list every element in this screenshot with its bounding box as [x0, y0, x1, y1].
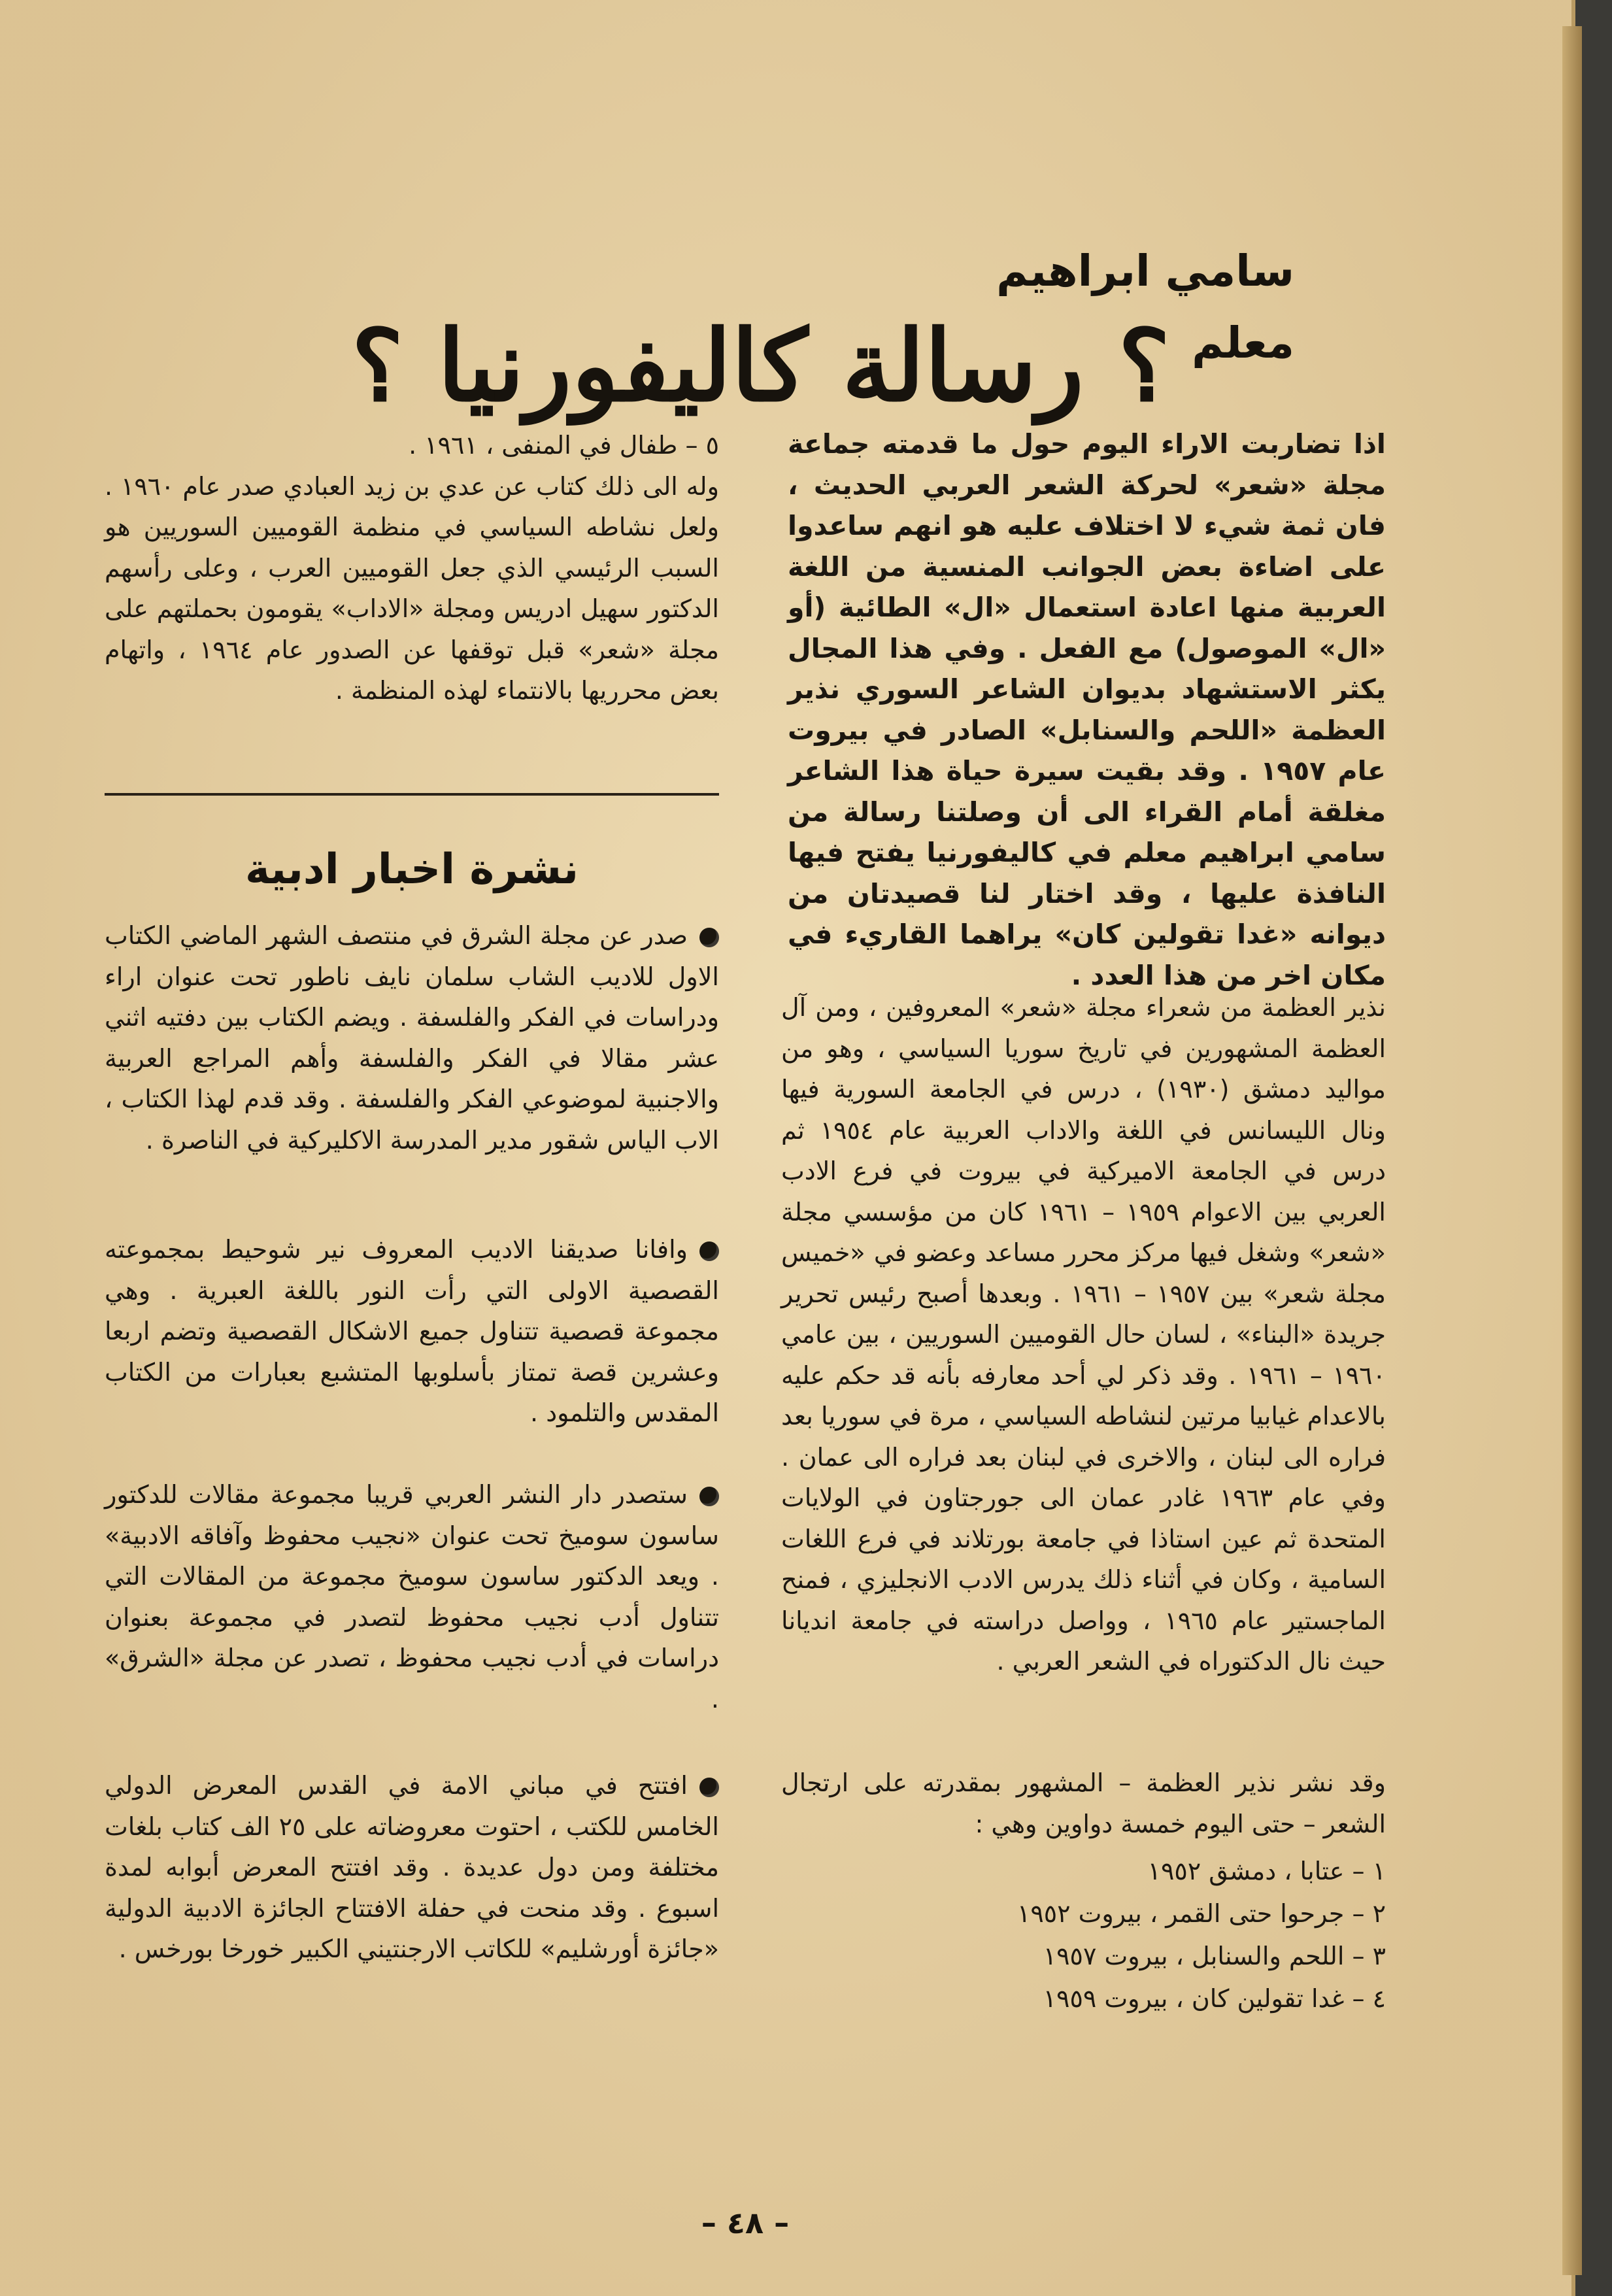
- news-text: وافانا صديقنا الاديب المعروف نير شوحيط بمجموعته القصصية الاولى التي رأت النور باللغة العبرية . وهي مجموعة قصصية تتناول جميع الاشكال القصصية وتضم اربعا وعشرين قصة تمتاز بأسلوبها المتشبع بعبارات من الكتاب المقدس والتلمود .: [105, 1235, 719, 1427]
- work-item-5: ٥ – طفال في المنفى ، ١٩٦١ .: [409, 431, 719, 460]
- article-continuation: وله الى ذلك كتاب عن عدي بن زيد العبادي صدر عام ١٩٦٠ . ولعل نشاطه السياسي في منظمة القوميين السوريين هو السبب الرئيسي الذي جعل القوميين العرب ، وعلى رأسهم الدكتور سهيل ادريس ومجلة «الاداب» يقومون بحملتهم على مجلة «شعر» قبل توقفها عن الصدور عام ١٩٦٤ ، واتهام بعض محرريها بالانتماء لهذه المنظمة .: [105, 471, 720, 705]
- news-item: [105, 1474, 719, 1736]
- page-number: – ٤٨ –: [701, 2205, 790, 2240]
- list-item: ٤ – غدا تقولين كان ، بيروت ١٩٥٩: [1043, 1984, 1386, 2013]
- works-list: [781, 1850, 1386, 2027]
- news-item: [105, 915, 719, 1223]
- works-intro: وقد نشر نذير العظمة – المشهور بمقدرته على ارتجال الشعر – حتى اليوم خمسة دواوين وهي :: [781, 1768, 1386, 1838]
- list-item: ٢ – جرحوا حتى القمر ، بيروت ١٩٥٢: [1016, 1899, 1386, 1928]
- news-item: [105, 1765, 719, 2027]
- bullet-icon: [699, 1778, 719, 1797]
- bullet-icon: [699, 928, 719, 947]
- news-text: افتتح في مباني الامة في القدس المعرض الدولي الخامس للكتب ، احتوت معروضاته على ٢٥ الف كتاب بلغات مختلفة ومن دول عديدة . وقد افتتح المعرض أبوابه لمدة اسبوع . وقد منحت في حفلة الافتتاح الجائزة الادبية الدولية «جائزة أورشليم» للكاتب الارجنتيني الكبير خورخا بورخس .: [105, 1771, 719, 1963]
- article-byline: سامي ابراهيم معلم: [996, 246, 1294, 368]
- article-intro: اذا تضاربت الاراء اليوم حول ما قدمته جماعة مجلة «شعر» لحركة الشعر العربي الحديث ، فان ثمة شيء لا اختلاف عليه هو انهم ساعدوا على اضاءة بعض الجوانب المنسية من اللغة العربية منها اعادة استعمال «ال» الطائية (أو «ال» الموصول) مع الفعل . وفي هذا المجال يكثر الاستشهاد بديوان الشاعر السوري نذير العظمة «اللحم والسنابل» الصادر في بيروت عام ١٩٥٧ . وقد بقيت سيرة حياة هذا الشاعر مغلقة أمام القراء الى أن وصلتنا رسالة من سامي ابراهيم معلم في كاليفورنيا يفتح فيها النافذة عليها ، وقد اختار لنا قصيدتان من ديوانه «غدا تقولين كان» يراهما القاريء في مكان اخر من هذا العدد .: [788, 428, 1386, 991]
- bullet-icon: [699, 1487, 719, 1506]
- page-edge: [1562, 26, 1582, 2275]
- list-item: ١ – عتابا ، دمشق ١٩٥٢: [1147, 1857, 1386, 1885]
- news-section-title: نشرة اخبار ادبية: [244, 845, 579, 894]
- news-item: [105, 1229, 719, 1438]
- news-text: ستصدر دار النشر العربي قريبا مجموعة مقالات للدكتور ساسون سوميخ تحت عنوان «نجيب محفوظ وآفاقه الادبية» . ويعد الدكتور ساسون سوميخ مجموعة من المقالات التي تتناول أدب نجيب محفوظ لتصدر في مجموعة بعنوان دراسات في أدب نجيب محفوظ ، تصدر عن مجلة «الشرق» .: [105, 1480, 719, 1714]
- list-item: ٣ – اللحم والسنابل ، بيروت ١٩٥٧: [1043, 1942, 1386, 1970]
- section-divider: [105, 793, 719, 796]
- article-title: ؟ رسالة كاليفورنيا ؟: [351, 309, 1170, 424]
- article-continuation-block: [105, 425, 719, 771]
- bullet-icon: [699, 1241, 719, 1261]
- news-text: صدر عن مجلة الشرق في منتصف الشهر الماضي الكتاب الاول للاديب الشاب سلمان نايف ناطور تحت عنوان اراء ودراسات في الفكر والفلسفة . ويضم الكتاب بين دفتيه اثني عشر مقالا في الفكر والفلسفة وأهم المراجع العربية والاجنبية لموضوعي الفكر والفلسفة . وقد قدم لهذا الكتاب ، الاب الياس شقور مدير المدرسة الاكليركية في الناصرة .: [105, 921, 719, 1155]
- article-bio: نذير العظمة من شعراء مجلة «شعر» المعروفين ، ومن آل العظمة المشهورين في تاريخ سوريا السياسي ، وهو من مواليد دمشق (١٩٣٠) ، درس في الجامعة السورية فيها ونال الليسانس في اللغة والاداب العربية عام ١٩٥٤ ثم درس في الجامعة الاميركية في بيروت في فرع الادب العربي بين الاعوام ١٩٥٩ – ١٩٦١ كان من مؤسسي مجلة «شعر» وشغل فيها مركز محرر مساعد وعضو في «خميس مجلة شعر» بين ١٩٥٧ – ١٩٦١ . وبعدها أصبح رئيس تحرير جريدة «البناء» ، لسان حال القوميين السوريين ، بين عامي ١٩٦٠ – ١٩٦١ . وقد ذكر لي أحد معارفه بأنه قد حكم عليه بالاعدام غيابيا مرتين لنشاطه السياسي ، مرة في سوريا بعد فراره الى لبنان ، والاخرى في لبنان بعد فراره الى عمان . وفي عام ١٩٦٣ غادر عمان الى جورجتاون في الولايات المتحدة ثم عين استاذا في جامعة بورتلاند في فرع اللغات السامية ، وكان في أثناء ذلك يدرس الادب الانجليزي ، فمنح الماجستير عام ١٩٦٥ ، وواصل دراسته في جامعة انديانا حيث نال الدكتوراه في الشعر العربي .: [781, 993, 1386, 1676]
